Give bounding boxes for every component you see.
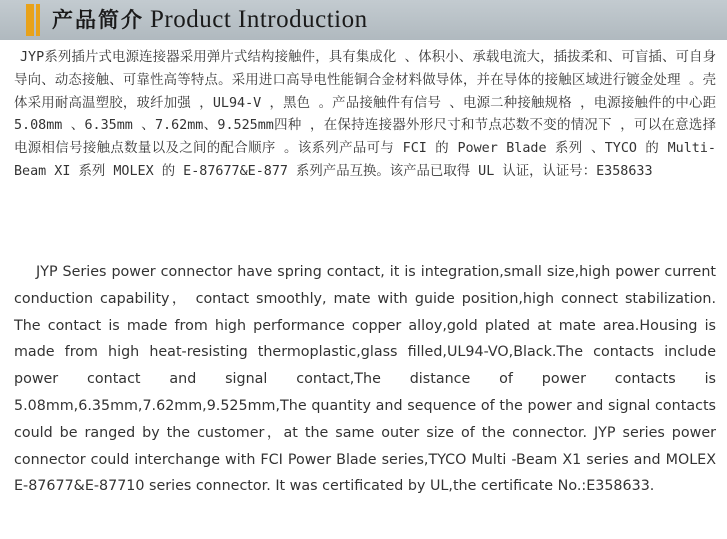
header-accent-bar-thin [36, 4, 40, 36]
section-title-english: Product Introduction [150, 6, 368, 33]
section-title-chinese: 产品简介 [52, 8, 144, 32]
chinese-description-paragraph: JYP系列插片式电源连接器采用弹片式结构接触件，具有集成化 、体积小、承载电流大，插拔柔和、可盲插、可自身导向、动态接触、可靠性高等特点。采用进口高导电性能铜合金材料做导体，并在导体的接触区域进行镀金处理 。壳体采用耐高温塑胶，玻纤加强 ，UL94-V ，黑色 。产品接触件有信号 、电源二种接触规格 ，电源接触件的中心距 5.08mm 、6.35mm 、7.62mm、9.525mm四种 ，在保持连接器外形尺寸和节点芯数不变的情况下 ，可以在意选择电源相信号接触点数量以及之间的配合顺序 。该系列产品可与 FCI 的 Power Blade 系列 、TYCO 的 Multi-Beam XI 系列 MOLEX 的 E-87677&E-877 系列产品互换。该产品已取得 UL 认证，认证号：E358633 [14, 50, 716, 179]
english-description-paragraph: JYP Series power connector have spring contact, it is integration,small size,high power current conduction capability， contact smoothly, mate with guide position,high connect stabilization. The contact is made from high performance copper alloy,gold plated at mate area.Housing is made from high heat-resisting thermoplastic,glass filled,UL94-VO,Black.The contacts include power contact and signal contact,The distance of power contacts is 5.08mm,6.35mm,7.62mm,9.525mm,The quantity and sequence of the power and signal contacts could be ranged by the customer，at the same outer size of the connector. JYP series power connector could interchange with FCI Power Blade series,TYCO Multi -Beam X1 series and MOLEX E-87677&E-87710 series connector. It was certificated by UL,the certificate No.:E358633. [14, 264, 716, 495]
section-header [0, 0, 727, 40]
header-accent-bar [26, 4, 34, 36]
